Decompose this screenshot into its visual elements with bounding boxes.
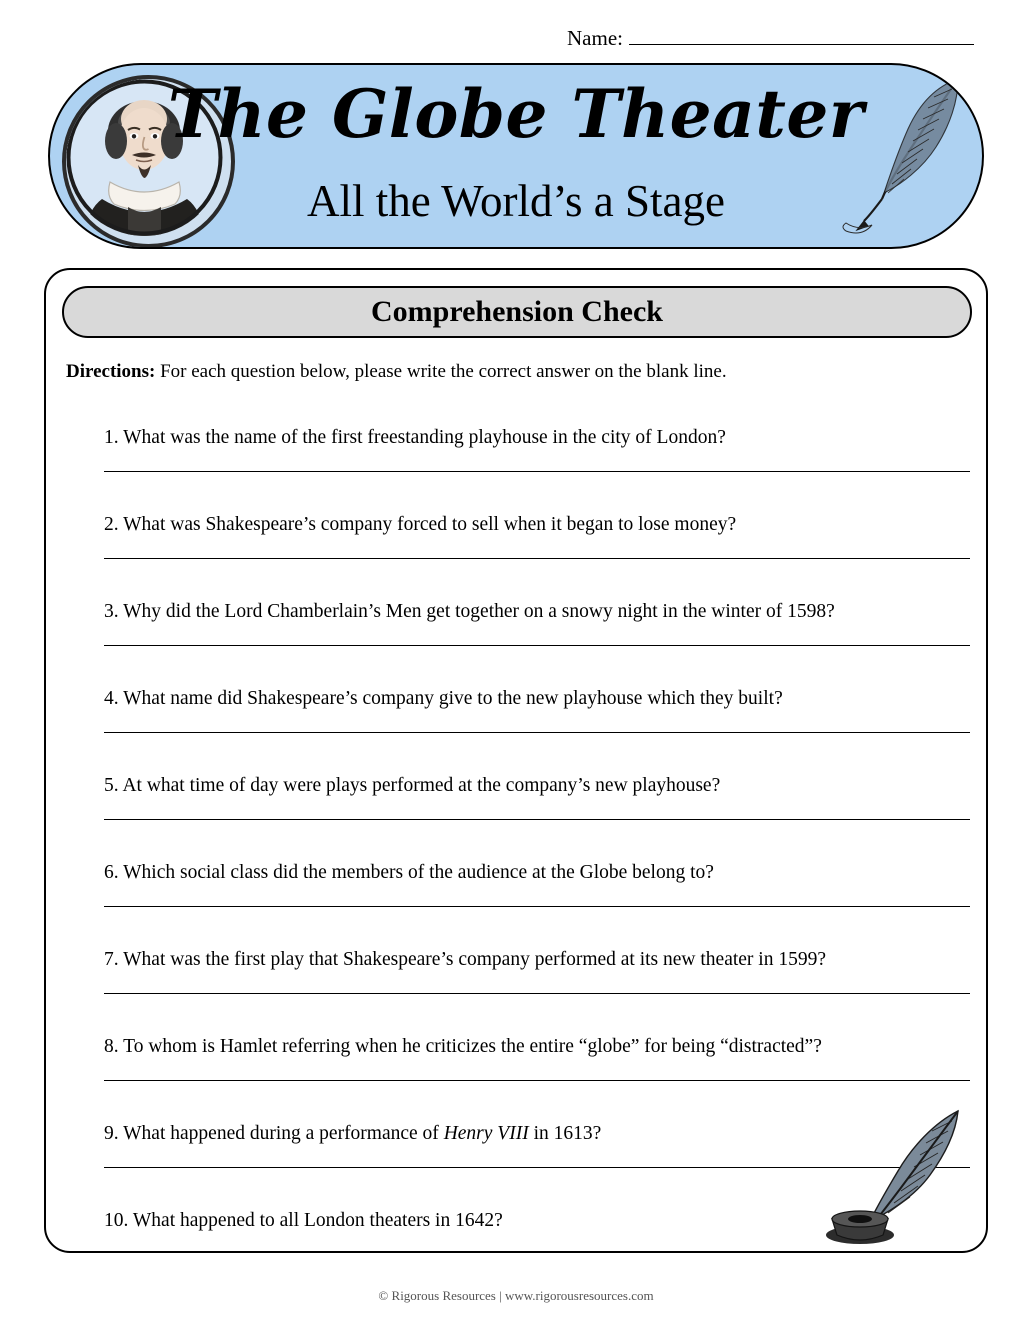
question-text — [60, 425, 976, 450]
answer-line[interactable] — [104, 471, 970, 472]
question-item — [60, 860, 976, 947]
question-item — [60, 947, 976, 1034]
question-number: 10. — [104, 1210, 129, 1231]
question-text — [60, 1034, 976, 1059]
answer-line[interactable] — [104, 993, 970, 994]
question-body: What was the first play that Shakespeare’s company performed at its new theater in 1599? — [123, 949, 827, 970]
question-item — [60, 773, 976, 860]
question-number: 8. — [104, 1036, 119, 1057]
question-body: What happened to all London theaters in 1642? — [132, 1210, 503, 1231]
question-body: What name did Shakespeare’s company give to the new playhouse which they built? — [123, 688, 783, 709]
name-input-line[interactable] — [629, 27, 974, 45]
question-item — [60, 512, 976, 599]
inkwell-quill-icon — [808, 1109, 978, 1249]
question-number: 3. — [104, 601, 119, 622]
name-label: Name: — [567, 26, 623, 50]
header-banner — [48, 63, 984, 249]
question-body: What was the name of the first freestanding playhouse in the city of London? — [123, 427, 726, 448]
answer-line[interactable] — [104, 732, 970, 733]
question-item — [60, 599, 976, 686]
question-number: 6. — [104, 862, 119, 883]
name-field[interactable] — [567, 26, 974, 51]
question-text — [60, 599, 976, 624]
directions — [66, 360, 966, 385]
directions-text: For each question below, please write the correct answer on the blank line. — [160, 361, 727, 382]
question-body: What was Shakespeare’s company forced to sell when it began to lose money? — [123, 514, 737, 535]
footer-credit: © Rigorous Resources | www.rigorousresources.com — [378, 1288, 654, 1303]
question-number: 9. — [104, 1123, 119, 1144]
question-text — [60, 773, 976, 798]
section-title: Comprehension Check — [371, 295, 663, 328]
section-header — [62, 286, 972, 338]
answer-line[interactable] — [104, 1080, 970, 1081]
question-number: 4. — [104, 688, 119, 709]
answer-line[interactable] — [104, 645, 970, 646]
feather-quill-icon — [826, 73, 976, 243]
question-body: What happened during a performance of Henry VIII in 1613? — [123, 1123, 602, 1144]
question-item — [60, 686, 976, 773]
question-text — [60, 860, 976, 885]
directions-label: Directions: — [66, 361, 156, 382]
comprehension-card — [44, 268, 988, 1253]
question-number: 2. — [104, 514, 119, 535]
question-body: Which social class did the members of the audience at the Globe belong to? — [123, 862, 714, 883]
question-text — [60, 947, 976, 972]
question-number: 7. — [104, 949, 119, 970]
question-text — [60, 686, 976, 711]
answer-line[interactable] — [104, 906, 970, 907]
question-item — [60, 1034, 976, 1121]
page-title: The Globe Theater — [167, 75, 865, 153]
question-item — [60, 425, 976, 512]
question-text — [60, 512, 976, 537]
question-body: To whom is Hamlet referring when he criticizes the entire “globe” for being “distracted”? — [123, 1036, 822, 1057]
answer-line[interactable] — [104, 558, 970, 559]
question-number: 1. — [104, 427, 119, 448]
page-subtitle: All the World’s a Stage — [307, 176, 725, 226]
question-italic-title: Henry VIII — [443, 1123, 529, 1144]
question-body: Why did the Lord Chamberlain’s Men get together on a snowy night in the winter of 1598? — [123, 601, 835, 622]
question-number: 5. — [104, 775, 119, 796]
question-body: At what time of day were plays performed at the company’s new playhouse? — [122, 775, 721, 796]
answer-line[interactable] — [104, 819, 970, 820]
